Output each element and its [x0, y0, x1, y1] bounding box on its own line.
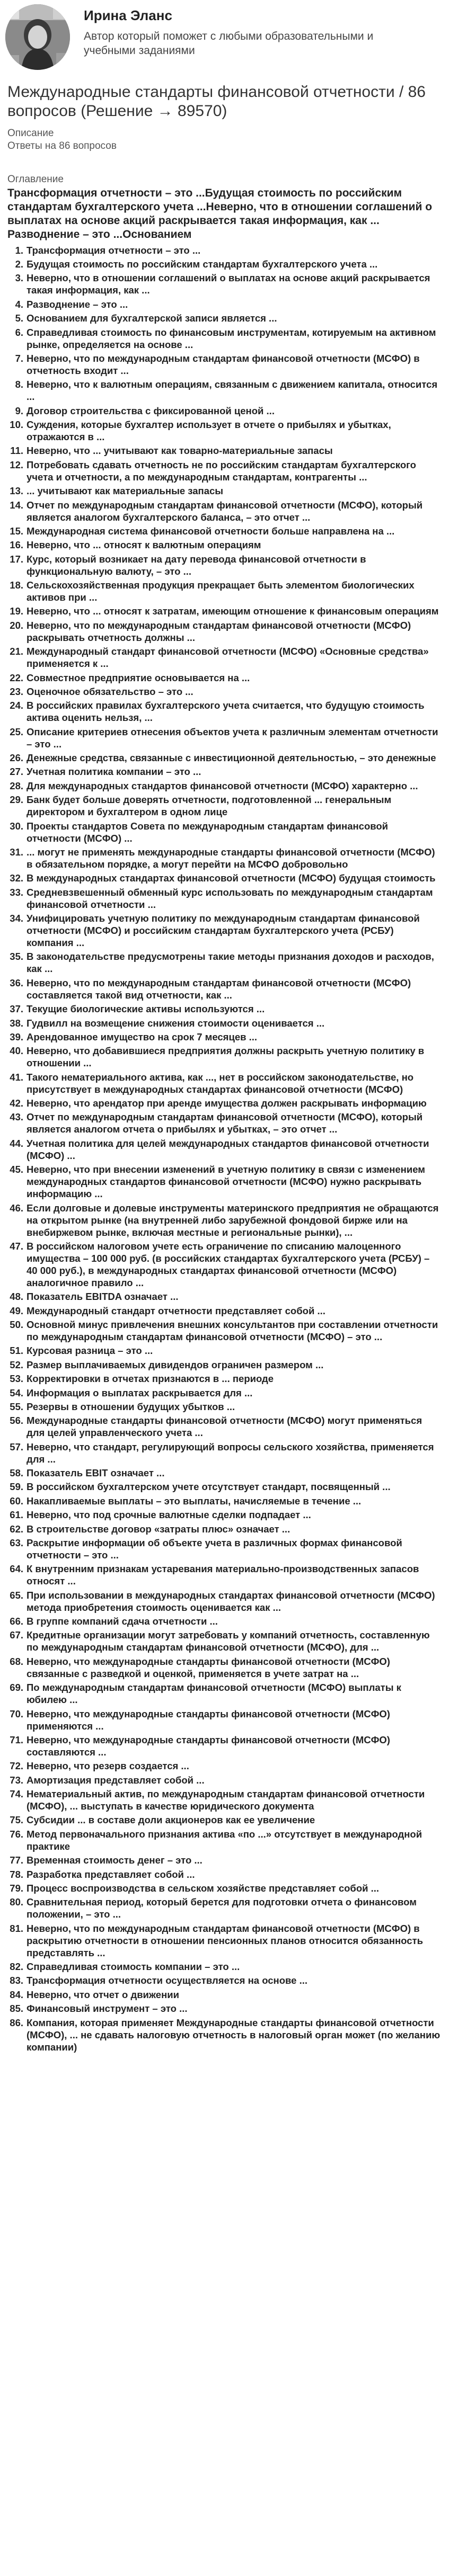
- toc-item-text: Отчет по международным стандартам финансовой отчетности (МСФО), который является аналогом отчета о прибылях и убытках, – это отчет ...: [27, 1111, 423, 1135]
- toc-item-text: Раскрытие информации об объекте учета в различных формах финансовой отчетности – это ...: [27, 1537, 402, 1561]
- toc-item[interactable]: [7, 257, 442, 271]
- toc-item-text: Денежные средства, связанные с инвестиционной деятельностью, – это денежные: [27, 752, 436, 764]
- toc-item-text: Неверно, что резерв создается ...: [27, 1760, 189, 1772]
- toc-item[interactable]: [7, 1016, 442, 1030]
- toc-item[interactable]: [7, 793, 442, 819]
- toc-item[interactable]: [7, 1681, 442, 1707]
- toc-item[interactable]: [7, 684, 442, 698]
- toc-item-number: 46.: [10, 1202, 23, 1214]
- toc-item-text: Разводнение – это ...: [27, 298, 128, 310]
- toc-item-number: 28.: [10, 780, 23, 791]
- toc-item[interactable]: [7, 1239, 442, 1289]
- toc-item[interactable]: [7, 578, 442, 604]
- toc-item[interactable]: [7, 1733, 442, 1759]
- author-avatar[interactable]: [5, 4, 70, 70]
- toc-item[interactable]: [7, 1987, 442, 2001]
- toc-item-text: Неверно, что стандарт, регулирующий вопросы сельского хозяйства, применяется для ...: [27, 1441, 434, 1465]
- toc-item-number: 20.: [10, 619, 23, 631]
- toc-item-text: Неверно, что по международным стандартам финансовой отчетности (МСФО) составляется такой вид отчетности, как ...: [27, 977, 411, 1001]
- toc-item-text: Потребовать сдавать отчетность не по российским стандартам бухгалтерского учета и отчетности, а по международным стандартам, контрагенты ...: [27, 459, 416, 483]
- toc-item-number: 69.: [10, 1682, 23, 1693]
- toc-item-text: Такого нематериального актива, как ..., нет в российском законодательстве, но присутствует в международных стандартах финансовой отчетности (МСФО): [27, 1071, 414, 1095]
- toc-item[interactable]: [7, 243, 442, 257]
- toc-item-number: 21.: [10, 646, 23, 657]
- toc-item[interactable]: [7, 1853, 442, 1867]
- toc-item-text: Договор строительства с фиксированной ценой ...: [27, 405, 275, 416]
- toc-item-number: 84.: [10, 1989, 23, 2000]
- toc-item-number: 23.: [10, 685, 23, 697]
- toc-item-number: 73.: [10, 1774, 23, 1786]
- toc-item-number: 55.: [10, 1401, 23, 1412]
- toc-item[interactable]: [7, 1628, 442, 1654]
- toc-item[interactable]: [7, 1002, 442, 1016]
- toc-item-number: 14.: [10, 499, 23, 511]
- toc-item-text: К внутренним признакам устаревания материально-производственных запасов относят ...: [27, 1563, 419, 1587]
- toc-item-text: Неверно, что под срочные валютные сделки подпадает ...: [27, 1509, 311, 1521]
- toc-item-text: Для международных стандартов финансовой отчетности (МСФО) характерно ...: [27, 780, 418, 791]
- toc-item-text: ... учитывают как материальные запасы: [27, 485, 224, 497]
- toc-item[interactable]: [7, 404, 442, 417]
- toc-item[interactable]: [7, 1881, 442, 1895]
- toc-item[interactable]: [7, 976, 442, 1002]
- toc-item-number: 49.: [10, 1305, 23, 1316]
- toc-item-text: Справедливая стоимость по финансовым инструментам, котируемым на активном рынке, определяется на основе ...: [27, 326, 436, 350]
- toc-item-text: В строительстве договор «затраты плюс» означает ...: [27, 1523, 290, 1535]
- toc-item-number: 74.: [10, 1788, 23, 1800]
- toc-item[interactable]: [7, 1096, 442, 1110]
- toc-item-number: 43.: [10, 1111, 23, 1123]
- toc-item-text: Описание критериев отнесения объектов учета к различным элементам отчетности – это ...: [27, 726, 438, 750]
- toc-item-number: 50.: [10, 1319, 23, 1331]
- toc-item-text: Неверно, что добавившиеся предприятия должны раскрыть учетную политику в отношении ...: [27, 1045, 425, 1069]
- toc-item-text: Основной минус привлечения внешних консультантов при составлении отчетности по международным стандартам финансовой отчетности (МСФО) – это ...: [27, 1319, 438, 1343]
- toc-item-number: 7.: [15, 352, 23, 364]
- toc-item-text: ... могут не применять международные стандарты финансовой отчетности (МСФО) в обязательном порядке, а могут перейти на МСФО добровольно: [27, 846, 435, 870]
- toc-item-number: 53.: [10, 1373, 23, 1385]
- toc-item[interactable]: [7, 311, 442, 325]
- toc-item-text: Размер выплачиваемых дивидендов ограничен размером ...: [27, 1359, 324, 1370]
- toc-item-text: Финансовый инструмент – это ...: [27, 2003, 188, 2015]
- toc-item[interactable]: [7, 845, 442, 871]
- toc-item-text: Неверно, что при внесении изменений в учетную политику в связи с изменением международных стандартов финансовой отчетности (МСФО) нужно раскрывать информацию ...: [27, 1164, 425, 1200]
- toc-item-number: 54.: [10, 1387, 23, 1398]
- toc-item-text: Проекты стандартов Совета по международным стандартам финансовой отчетности (МСФО) ...: [27, 820, 389, 844]
- toc-item[interactable]: [7, 1290, 442, 1304]
- toc-item-text: Трансформация отчетности осуществляется на основе ...: [27, 1975, 307, 1986]
- toc-item-number: 13.: [10, 485, 23, 497]
- toc-item-text: Накапливаемые выплаты – это выплаты, начисляемые в течение ...: [27, 1495, 362, 1507]
- toc-list: [7, 243, 442, 2054]
- toc-item-number: 18.: [10, 580, 23, 591]
- toc-item[interactable]: [7, 1317, 442, 1343]
- toc-item[interactable]: [7, 1959, 442, 1973]
- toc-item[interactable]: [7, 1614, 442, 1628]
- toc-item-text: В группе компаний сдача отчетности ...: [27, 1616, 218, 1627]
- toc-item-text: Международная система финансовой отчетности больше направлена на ...: [27, 525, 395, 537]
- toc-item[interactable]: [7, 1201, 442, 1239]
- toc-item[interactable]: [7, 1044, 442, 1070]
- toc-item-number: 31.: [10, 846, 23, 858]
- toc-item-number: 64.: [10, 1563, 23, 1575]
- toc-item-number: 48.: [10, 1291, 23, 1303]
- toc-item-number: 37.: [10, 1003, 23, 1015]
- toc-item-number: 59.: [10, 1481, 23, 1493]
- toc-item-number: 32.: [10, 872, 23, 884]
- toc-item-text: Информация о выплатах раскрывается для ...: [27, 1387, 253, 1398]
- toc-item-text: По международным стандартам финансовой отчетности (МСФО) выплаты к юбилею ...: [27, 1682, 401, 1706]
- toc-item[interactable]: [7, 950, 442, 976]
- toc-item[interactable]: [7, 1358, 442, 1371]
- toc-item-number: 10.: [10, 419, 23, 431]
- toc-item[interactable]: [7, 751, 442, 764]
- toc-item[interactable]: [7, 552, 442, 578]
- toc-item-number: 82.: [10, 1961, 23, 1973]
- toc-item-text: Неверно, что арендатор при аренде имущества должен раскрывать информацию: [27, 1098, 427, 1109]
- toc-item-text: Если долговые и долевые инструменты материнского предприятия не обращаются на открытом рынке (на внутренней либо зарубежной фондовой бирже или на внебиржевом рынке, включая местные и региональные рынки), ...: [27, 1202, 439, 1238]
- toc-item-number: 16.: [10, 539, 23, 551]
- toc-item-text: Совместное предприятие основывается на ...: [27, 672, 250, 683]
- document-title: Международные стандарты финансовой отчетности / 86 вопросов (Решение → 89570): [7, 83, 426, 120]
- toc-item[interactable]: [7, 819, 442, 845]
- toc-item-text: Арендованное имущество на срок 7 месяцев ...: [27, 1031, 258, 1042]
- toc-item-number: 15.: [10, 525, 23, 537]
- toc-heading: Трансформация отчетности – это ...Будущая стоимость по российским стандартам бухгалтерского учета ...Неверно, что в отношении соглашений о выплатах на основе акций раскрывается такая информация, как ... Разводнение – это ...Основанием: [7, 187, 433, 240]
- toc-item-text: Унифицировать учетную политику по международным стандартам финансовой отчетности (МСФО) и российским стандартам бухгалтерского учета (РСБУ) компания ...: [27, 913, 420, 949]
- toc-item-text: Нематериальный актив, по международным стандартам финансовой отчетности (МСФО), ... выступать в качестве юридического документа: [27, 1788, 425, 1812]
- answers-count: Ответы на 86 вопросов: [7, 140, 117, 151]
- toc-item[interactable]: [7, 1787, 442, 1813]
- toc-item-number: 45.: [10, 1164, 23, 1175]
- toc-item-number: 26.: [10, 752, 23, 764]
- toc-item-text: Показатель EBIT означает ...: [27, 1467, 165, 1479]
- toc-item-text: Метод первоначального признания актива «по ...» отсутствует в международной практике: [27, 1828, 422, 1852]
- avatar-image: [5, 4, 70, 70]
- toc-item-text: Неверно, что к валютным операциям, связанным с движением капитала, относится ...: [27, 379, 438, 403]
- toc-item-number: 83.: [10, 1975, 23, 1986]
- toc-item-number: 68.: [10, 1655, 23, 1667]
- toc-item[interactable]: [7, 351, 442, 377]
- toc-item-text: Гудвилл на возмещение снижения стоимости оценивается ...: [27, 1017, 325, 1029]
- toc-item-text: Учетная политика для целей международных стандартов финансовой отчетности (МСФО) ...: [27, 1137, 429, 1161]
- toc-item-text: Неверно, что международные стандарты финансовой отчетности (МСФО) связанные с разведкой и оценкой, применяется в учете затрат на ...: [27, 1655, 390, 1679]
- toc-item-text: Сравнительная период, который берется для подготовки отчета о финансовом положении, – это ...: [27, 1896, 417, 1920]
- toc-item-text: Учетная политика компании – это ...: [27, 766, 201, 778]
- toc-item-text: Банк будет больше доверять отчетности, подготовленной ... генеральным директором и бухгалтером в одном лице: [27, 794, 392, 818]
- toc-item-number: 67.: [10, 1629, 23, 1641]
- toc-item-number: 80.: [10, 1896, 23, 1908]
- toc-item-number: 33.: [10, 886, 23, 898]
- toc-item-number: 70.: [10, 1708, 23, 1719]
- toc-item[interactable]: [7, 1974, 442, 1987]
- toc-item-number: 66.: [10, 1616, 23, 1627]
- toc-item-text: Трансформация отчетности – это ...: [27, 244, 201, 256]
- toc-item-number: 4.: [15, 298, 23, 310]
- toc-item-number: 25.: [10, 726, 23, 737]
- toc-item[interactable]: [7, 1344, 442, 1358]
- toc-item-text: Кредитные организации могут затребовать у компаний отчетность, составленную по международным стандартам финансовой отчетности (МСФО), для ...: [27, 1629, 430, 1653]
- toc-item[interactable]: [7, 484, 442, 498]
- toc-item-number: 34.: [10, 913, 23, 924]
- toc-item[interactable]: [7, 911, 442, 949]
- toc-item-text: Неверно, что в отношении соглашений о выплатах на основе акций раскрывается такая информация, как ...: [27, 272, 430, 296]
- toc-item[interactable]: [7, 297, 442, 311]
- toc-item[interactable]: [7, 1813, 442, 1827]
- toc-item[interactable]: [7, 1494, 442, 1508]
- toc-item[interactable]: [7, 1466, 442, 1479]
- toc-item-number: 81.: [10, 1922, 23, 1934]
- toc-item-text: Неверно, что по международным стандартам финансовой отчетности (МСФО) раскрывать отчетность должны ...: [27, 619, 411, 643]
- toc-item[interactable]: [7, 1654, 442, 1680]
- toc-item-text: Текущие биологические активы используются ...: [27, 1003, 265, 1015]
- toc-item-number: 8.: [15, 379, 23, 390]
- toc-item-text: В законодательстве предусмотрены такие методы признания доходов и расходов, как ...: [27, 951, 434, 975]
- toc-item[interactable]: [7, 378, 442, 404]
- toc-item[interactable]: [7, 779, 442, 792]
- toc-item-number: 52.: [10, 1359, 23, 1370]
- toc-item[interactable]: [7, 325, 442, 351]
- toc-item[interactable]: [7, 1921, 442, 1959]
- toc-item[interactable]: [7, 1895, 442, 1921]
- toc-item[interactable]: [7, 885, 442, 911]
- toc-item-text: Курс, который возникает на дату перевода финансовой отчетности в функциональную валюту, – это ...: [27, 553, 366, 577]
- toc-item-text: Неверно, что по международным стандартам финансовой отчетности (МСФО) в отчетность входит ...: [27, 352, 420, 376]
- toc-item[interactable]: [7, 671, 442, 684]
- toc-item[interactable]: [7, 1522, 442, 1536]
- toc-item-number: 19.: [10, 605, 23, 617]
- toc-item[interactable]: [7, 1536, 442, 1562]
- author-name[interactable]: Ирина Эланс: [84, 7, 172, 23]
- toc-item-text: Международный стандарт финансовой отчетности (МСФО) «Основные средства» применяется к ...: [27, 646, 429, 670]
- toc-item-number: 61.: [10, 1509, 23, 1521]
- toc-item-number: 51.: [10, 1345, 23, 1357]
- toc-item[interactable]: [7, 1110, 442, 1136]
- toc-item-text: Основанием для бухгалтерской записи является ...: [27, 313, 277, 324]
- toc-item[interactable]: [7, 1759, 442, 1773]
- toc-item-number: 78.: [10, 1868, 23, 1880]
- toc-item-number: 6.: [15, 326, 23, 338]
- toc-item-text: Суждения, которые бухгалтер использует в отчете о прибылях и убытках, отражаются в ...: [27, 419, 391, 443]
- toc-item-text: В российских правилах бухгалтерского учета считается, что будущую стоимость актива оценить нельзя, ...: [27, 700, 425, 724]
- toc-item[interactable]: [7, 2016, 442, 2054]
- toc-item-text: Курсовая разница – это ...: [27, 1345, 153, 1357]
- toc-item-text: Амортизация представляет собой ...: [27, 1774, 205, 1786]
- toc-item-number: 79.: [10, 1882, 23, 1894]
- toc-item-number: 65.: [10, 1589, 23, 1601]
- toc-item-number: 42.: [10, 1098, 23, 1109]
- toc-item[interactable]: [7, 1827, 442, 1853]
- toc-item-text: Корректировки в отчетах признаются в ... периоде: [27, 1373, 274, 1385]
- toc-item[interactable]: [7, 699, 442, 725]
- toc-item-text: В международных стандартах финансовой отчетности (МСФО) будущая стоимость: [27, 872, 436, 884]
- toc-item-text: При использовании в международных стандартах финансовой отчетности (МСФО) метода приобретения стоимость оценивается как ...: [27, 1589, 435, 1613]
- toc-item-number: 72.: [10, 1760, 23, 1772]
- toc-item[interactable]: [7, 458, 442, 484]
- toc-item-number: 11.: [10, 445, 23, 457]
- toc-item[interactable]: [7, 1707, 442, 1733]
- toc-item-number: 35.: [10, 951, 23, 962]
- toc-item-text: Разработка представляет собой ...: [27, 1868, 195, 1880]
- toc-item[interactable]: [7, 1440, 442, 1466]
- toc-item-text: Будущая стоимость по российским стандартам бухгалтерского учета ...: [27, 259, 378, 270]
- toc-item[interactable]: [7, 2002, 442, 2016]
- toc-item-number: 5.: [15, 313, 23, 324]
- toc-item-text: Временная стоимость денег – это ...: [27, 1855, 203, 1866]
- toc-item-number: 41.: [10, 1071, 23, 1083]
- toc-item-number: 39.: [10, 1031, 23, 1042]
- toc-item-number: 77.: [10, 1855, 23, 1866]
- toc-item-number: 47.: [10, 1240, 23, 1252]
- toc-item-number: 63.: [10, 1537, 23, 1548]
- toc-item-text: Неверно, что ... относят к валютным операциям: [27, 539, 261, 551]
- toc-item-number: 71.: [10, 1734, 23, 1745]
- toc-item[interactable]: [7, 1867, 442, 1881]
- toc-item[interactable]: [7, 1414, 442, 1440]
- toc-item-number: 44.: [10, 1137, 23, 1149]
- toc-item[interactable]: [7, 1562, 442, 1588]
- toc-item-number: 29.: [10, 794, 23, 806]
- toc-item-text: Отчет по международным стандартам финансовой отчетности (МСФО), который является аналогом бухгалтерского баланса, – это отчет ...: [27, 499, 423, 523]
- toc-item-text: Международный стандарт отчетности представляет собой ...: [27, 1305, 325, 1316]
- toc-item[interactable]: [7, 1773, 442, 1787]
- toc-item-number: 3.: [15, 272, 23, 284]
- toc-item[interactable]: [7, 1480, 442, 1494]
- toc-item-text: Показатель EBITDA означает ...: [27, 1291, 179, 1303]
- author-description: Автор который поможет с любыми образовательными и учебными заданиями: [84, 30, 374, 57]
- toc-item-number: 60.: [10, 1495, 23, 1507]
- toc-item-number: 1.: [15, 244, 23, 256]
- toc-item-number: 22.: [10, 672, 23, 683]
- toc-item[interactable]: [7, 524, 442, 538]
- toc-item-number: 62.: [10, 1523, 23, 1535]
- toc-item-text: В российском бухгалтерском учете отсутствует стандарт, посвященный ...: [27, 1481, 391, 1493]
- toc-item-number: 86.: [10, 2017, 23, 2028]
- description-label[interactable]: Описание: [7, 128, 54, 139]
- toc-item[interactable]: [7, 1136, 442, 1162]
- toc-item-text: Процесс воспроизводства в сельском хозяйстве представляет собой ...: [27, 1882, 380, 1894]
- toc-item-text: Неверно, что ... относят к затратам, имеющим отношение к финансовым операциям: [27, 605, 439, 617]
- toc-item[interactable]: [7, 417, 442, 443]
- toc-item-number: 12.: [10, 459, 23, 470]
- toc-item[interactable]: [7, 1386, 442, 1400]
- toc-item-text: Неверно, что отчет о движении: [27, 1989, 180, 2000]
- toc-item[interactable]: [7, 498, 442, 524]
- toc-item-text: Оценочное обязательство – это ...: [27, 685, 193, 697]
- toc-item-number: 58.: [10, 1467, 23, 1479]
- author-block: [0, 0, 449, 79]
- toc-item-text: Средневзвешенный обменный курс использовать по международным стандартам финансовой отчетности ...: [27, 886, 433, 910]
- toc-item-number: 85.: [10, 2003, 23, 2015]
- toc-item[interactable]: [7, 1508, 442, 1522]
- toc-item-text: Субсидии ... в составе доли акционеров как ее увеличение: [27, 1814, 315, 1826]
- toc-item[interactable]: [7, 1400, 442, 1413]
- toc-item-text: Неверно, что по международным стандартам финансовой отчетности (МСФО) в раскрытию отчетности в отношении пенсионных планов относится обязанность представлять ...: [27, 1922, 423, 1958]
- toc-item-number: 36.: [10, 977, 23, 988]
- toc-item[interactable]: [7, 1070, 442, 1096]
- toc-item-number: 40.: [10, 1045, 23, 1057]
- toc-item[interactable]: [7, 618, 442, 644]
- toc-item[interactable]: [7, 1304, 442, 1317]
- toc-item[interactable]: [7, 444, 442, 458]
- toc-item[interactable]: [7, 765, 442, 779]
- toc-item-text: Международные стандарты финансовой отчетности (МСФО) могут применяться для целей управленческого учета ...: [27, 1415, 422, 1439]
- toc-item[interactable]: [7, 725, 442, 751]
- toc-item[interactable]: [7, 1030, 442, 1044]
- toc-item-number: 30.: [10, 820, 23, 832]
- toc-item-number: 27.: [10, 766, 23, 778]
- toc-item[interactable]: [7, 1372, 442, 1386]
- toc-item-text: В российском налоговом учете есть ограничение по списанию малоценного имущества – 100 000 руб. (в российских стандартах бухгалтерского учета (РСБУ) – 40 000 руб.), в международных стандартах финансовой отчетности (МСФО) аналогичное правило ...: [27, 1240, 430, 1288]
- toc-item[interactable]: [7, 604, 442, 618]
- toc-item-number: 38.: [10, 1017, 23, 1029]
- toc-item-number: 75.: [10, 1814, 23, 1826]
- toc-item-number: 56.: [10, 1415, 23, 1427]
- toc-label: Оглавление: [7, 174, 64, 185]
- toc-item-text: Резервы в отношении будущих убытков ...: [27, 1401, 235, 1412]
- toc-item[interactable]: [7, 645, 442, 671]
- toc-item-text: Справедливая стоимость компании – это ...: [27, 1961, 240, 1973]
- toc-item-number: 24.: [10, 700, 23, 711]
- toc-item-text: Неверно, что международные стандарты финансовой отчетности (МСФО) применяются ...: [27, 1708, 390, 1732]
- toc-item-text: Неверно, что международные стандарты финансовой отчетности (МСФО) составляются ...: [27, 1734, 390, 1758]
- toc-item-number: 9.: [15, 405, 23, 416]
- toc-item-number: 17.: [10, 553, 23, 565]
- toc-item[interactable]: [7, 538, 442, 552]
- toc-item-number: 57.: [10, 1441, 23, 1452]
- toc-item-number: 76.: [10, 1828, 23, 1840]
- toc-item[interactable]: [7, 1588, 442, 1614]
- toc-item-text: Неверно, что ... учитывают как товарно-материальные запасы: [27, 445, 333, 457]
- toc-item[interactable]: [7, 871, 442, 885]
- toc-item-number: 2.: [15, 259, 23, 270]
- toc-item-text: Компания, которая применяет Международные стандарты финансовой отчетности (МСФО), ... не сдавать налоговую отчетность в налоговый орган может (по желанию компании): [27, 2017, 441, 2053]
- toc-item-text: Сельскохозяйственная продукция прекращает быть элементом биологических активов при ...: [27, 580, 415, 603]
- toc-item[interactable]: [7, 1163, 442, 1201]
- toc-item[interactable]: [7, 271, 442, 297]
